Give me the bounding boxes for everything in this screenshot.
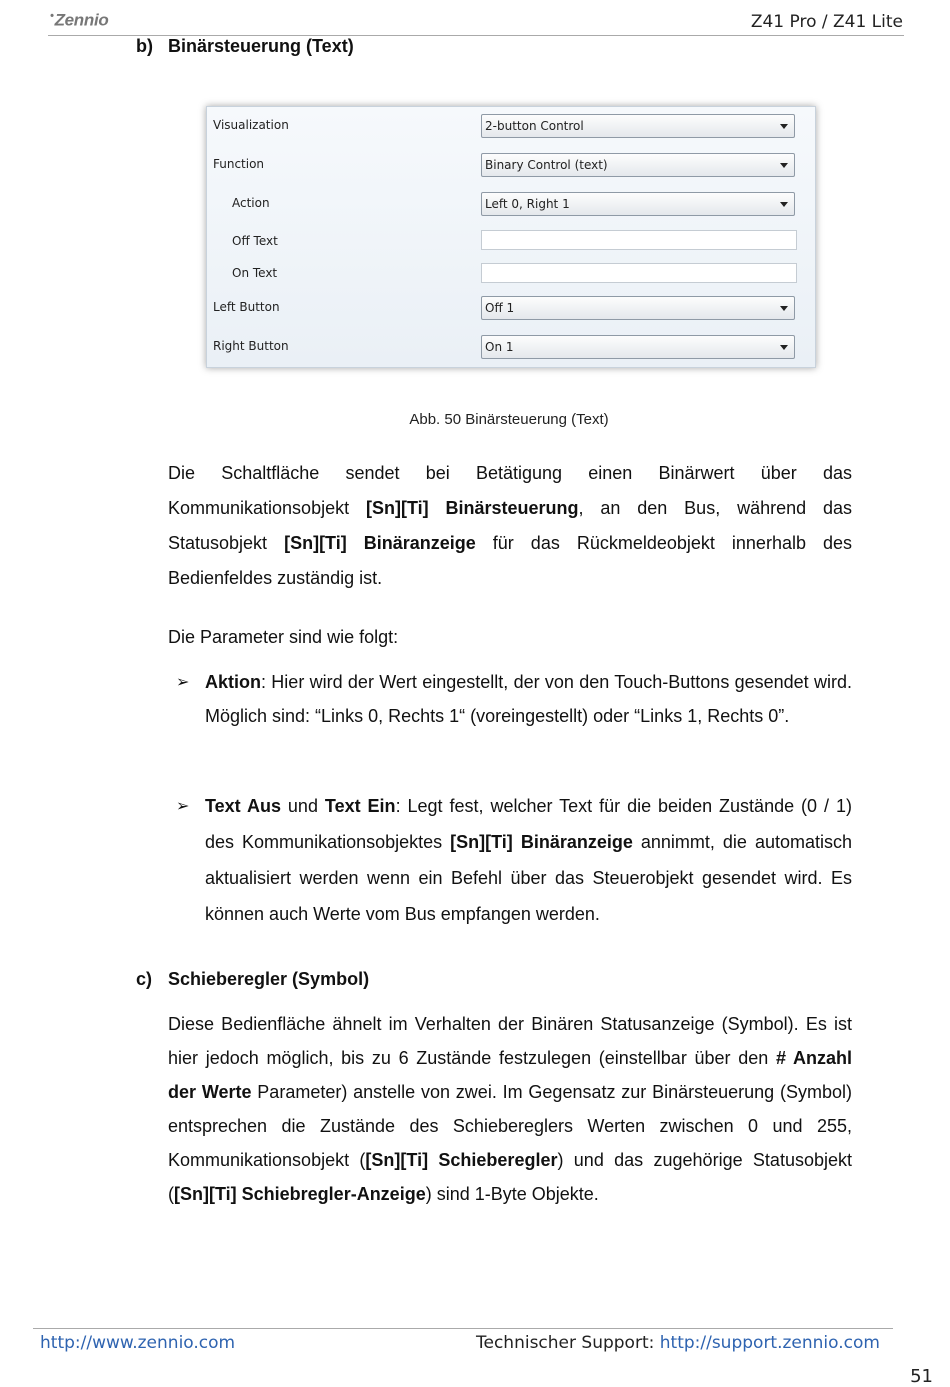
object-name: [Sn][Ti] Binäranzeige	[450, 832, 633, 852]
section-b-number: b)	[136, 36, 153, 56]
section-b-heading	[136, 36, 354, 57]
parameter-name: # Anzahl der Werte	[168, 1048, 852, 1102]
dropdown-arrow-icon	[780, 163, 788, 168]
parameter-name: Text Ein	[324, 796, 396, 816]
paragraph-binary-control	[168, 456, 852, 596]
section-c-number: c)	[136, 969, 153, 989]
text-run: annimmt, die automatisch aktualisiert werden wenn ein Befehl über das Steuerobjekt gesendet wird. Es können auch Werte vom Bus empfangen werden.	[205, 832, 852, 924]
action-value: Left 0, Right 1	[485, 197, 570, 211]
text-run: für das Rückmeldeobjekt innerhalb des Bedienfeldes zuständig ist.	[168, 533, 853, 588]
right-button-select[interactable]	[481, 335, 795, 359]
visualization-label: Visualization	[213, 118, 289, 132]
dropdown-arrow-icon	[780, 345, 788, 350]
off-text-label: Off Text	[232, 234, 278, 248]
object-name: [Sn][Ti] Binärsteuerung	[365, 498, 579, 518]
bullet-text-off-on	[205, 788, 852, 932]
figure-caption: Abb. 50 Binärsteuerung (Text)	[409, 411, 609, 428]
dropdown-arrow-icon	[780, 306, 788, 311]
off-text-input[interactable]	[481, 230, 797, 250]
text-run: Parameter) anstelle von zwei. Im Gegensatz zur Binärsteuerung (Symbol) entsprechen die Zustände des Schiebereglers Werten zwischen 0 und 255, Kommunikationsobjekt (	[168, 1082, 852, 1170]
action-select[interactable]	[481, 192, 795, 216]
bullet-action	[205, 665, 852, 733]
parameter-name: Aktion	[205, 672, 261, 692]
left-button-label: Left Button	[213, 300, 280, 314]
text-run: : Legt fest, welcher Text für die beiden Zustände (0 / 1) des Kommunikationsobjektes	[205, 796, 852, 852]
paragraph-parameters-intro: Die Parameter sind wie folgt:	[168, 627, 399, 647]
support-info	[476, 1333, 880, 1353]
text-run: und	[280, 796, 325, 816]
text-run: , an den Bus, während das Statusobjekt	[168, 498, 853, 553]
section-c-heading	[136, 969, 369, 990]
action-label: Action	[232, 196, 270, 210]
zennio-logo: •Zennio	[50, 10, 109, 30]
bullet-arrow-icon: ➢	[176, 674, 190, 691]
footer-divider	[33, 1328, 893, 1329]
document-title: Z41 Pro / Z41 Lite	[750, 12, 903, 32]
text-run: : Hier wird der Wert eingestellt, der von den Touch-Buttons gesendet wird. Möglich sind: “Links 0, Rechts 1“ (voreingestellt) oder “Links 1, Rechts 0”.	[205, 672, 852, 726]
left-button-select[interactable]	[481, 296, 795, 320]
object-name: [Sn][Ti] Binäranzeige	[284, 533, 476, 553]
text-run: Die Schaltfläche sendet bei Betätigung einen Binärwert über das Kommunikationsobjekt	[168, 463, 852, 518]
section-c-title: Schieberegler (Symbol)	[168, 969, 370, 989]
right-button-label: Right Button	[213, 339, 289, 353]
visualization-value: 2-button Control	[485, 119, 584, 133]
right-button-value: On 1	[485, 340, 514, 354]
text-run: Diese Bedienfläche ähnelt im Verhalten der Binären Statusanzeige (Symbol). Es ist hier jedoch möglich, bis zu 6 Zustände festzulegen (einstellbar über den	[168, 1014, 852, 1068]
function-label: Function	[213, 157, 265, 171]
section-b-title: Binärsteuerung (Text)	[168, 36, 354, 56]
dropdown-arrow-icon	[780, 124, 788, 129]
function-select[interactable]	[481, 153, 795, 177]
visualization-select[interactable]	[481, 114, 795, 138]
object-name: [Sn][Ti] Schiebregler-Anzeige	[174, 1184, 426, 1204]
support-label: Technischer Support:	[476, 1333, 660, 1353]
object-name: [Sn][Ti] Schieberegler	[365, 1150, 558, 1170]
text-run: ) sind 1-Byte Objekte.	[425, 1184, 599, 1204]
website-link[interactable]: http://www.zennio.com	[40, 1333, 236, 1353]
dropdown-arrow-icon	[780, 202, 788, 207]
parameter-dialog	[206, 106, 816, 368]
page-number: 51	[910, 1366, 933, 1387]
paragraph-slider	[168, 1007, 852, 1211]
bullet-arrow-icon: ➢	[176, 798, 190, 815]
on-text-label: On Text	[232, 266, 278, 280]
parameter-name: Text Aus	[205, 796, 281, 816]
text-run: ) und das zugehörige Statusobjekt (	[168, 1150, 852, 1204]
logo-text: Zennio	[54, 10, 109, 30]
on-text-input[interactable]	[481, 263, 797, 283]
support-link[interactable]: http://support.zennio.com	[659, 1333, 880, 1353]
function-value: Binary Control (text)	[485, 158, 608, 172]
left-button-value: Off 1	[485, 301, 515, 315]
